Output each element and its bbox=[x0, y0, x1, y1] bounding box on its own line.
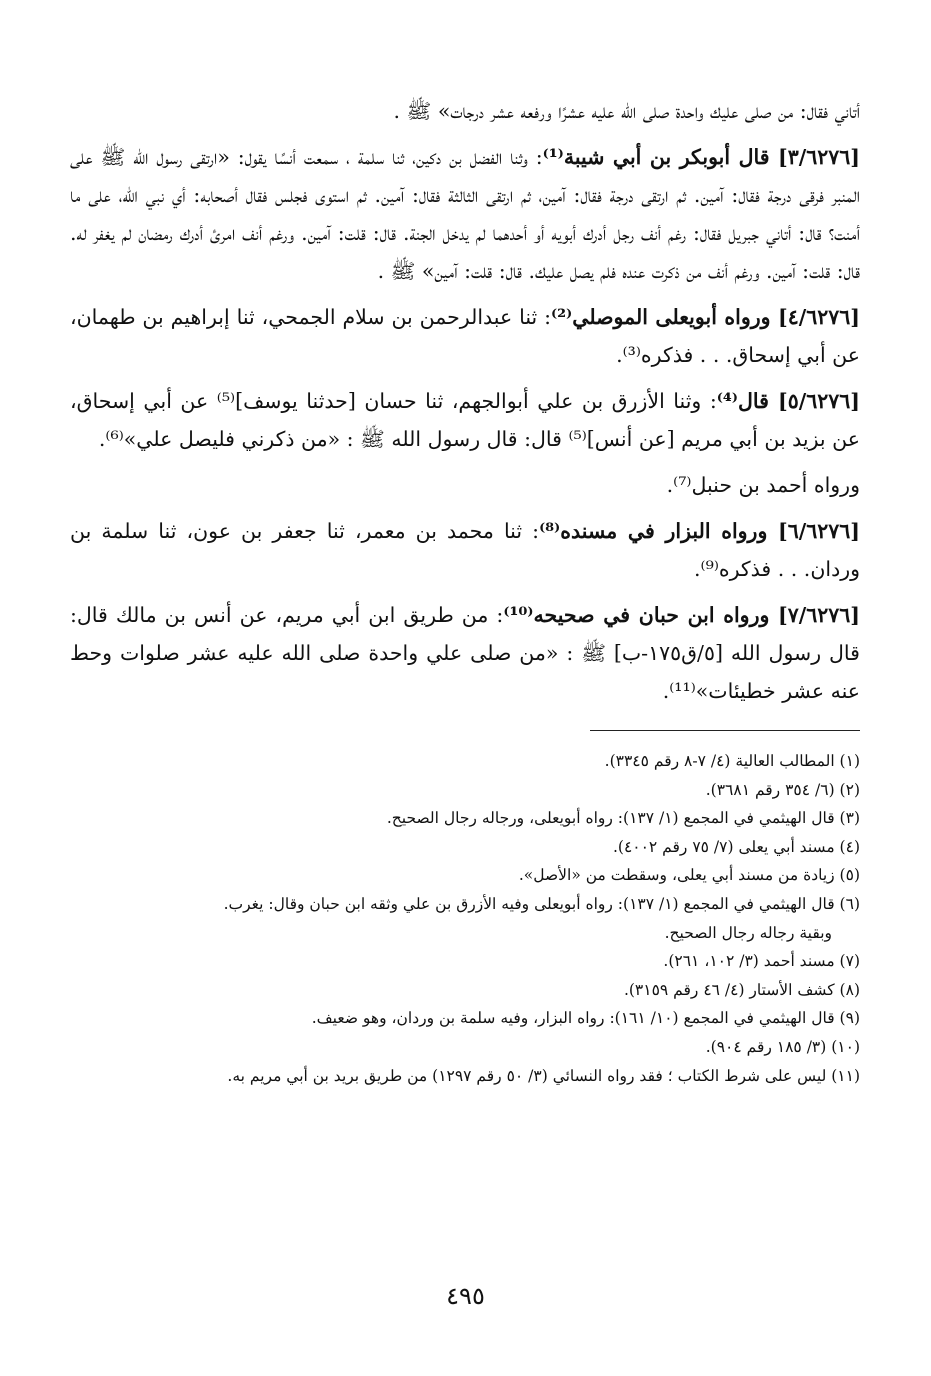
footnote-text: (٧) مسند أحمد (٣/ ١٠٢، ٢٦١). bbox=[663, 952, 860, 971]
paragraph-6 bbox=[70, 512, 860, 588]
paragraph-body: : وثنا الأزرق بن علي أبوالجهم، ثنا حسان [حدثنا يوسف]⁽⁵⁾ عن أبي إسحاق، عن بزيد بن أبي مريم [عن أنس]⁽⁵⁾ قال: قال رسول الله ﷺ : «من ذكرني فليصل علي»⁽⁶⁾. bbox=[70, 389, 860, 451]
footnote-text: (٨) كشف الأستار (٤/ ٤٦ رقم ٣١٥٩). bbox=[623, 980, 860, 999]
footnote-7 bbox=[70, 947, 860, 976]
footnote-4 bbox=[70, 833, 860, 862]
footnote-11 bbox=[70, 1062, 860, 1091]
main-text bbox=[70, 92, 860, 710]
paragraph-1 bbox=[70, 92, 860, 130]
footnote-text: (٣) قال الهيثمي في المجمع (١/ ١٣٧): رواه أبويعلى، ورجاله رجال الصحيح. bbox=[386, 809, 860, 828]
paragraph-4 bbox=[70, 382, 860, 458]
footnote-8 bbox=[70, 976, 860, 1005]
paragraph-lead: [٤/٦٢٧٦] ورواه أبويعلى الموصلي⁽²⁾ bbox=[551, 305, 860, 329]
footnote-text: (١) المطالب العالية (٤/ ٧-٨ رقم ٣٣٤٥). bbox=[604, 752, 860, 770]
page bbox=[70, 92, 860, 1090]
footnote-text: (٦) قال الهيثمي في المجمع (١/ ١٣٧): رواه أبويعلى وفيه الأزرق بن علي وثقه ابن حبان وقال: يغرب. bbox=[223, 894, 860, 913]
footnote-divider bbox=[590, 730, 860, 731]
footnote-text: (٩) قال الهيثمي في المجمع (١٠/ ١٦١): رواه البزار، وفيه سلمة بن وردان، وهو ضعيف. bbox=[311, 1009, 860, 1028]
footnote-text: (١٠) (٣/ ١٨٥ رقم ٩٠٤). bbox=[705, 1037, 860, 1056]
paragraph-body: : وثنا الفضل بن دكين، ثنا سلمة ، سمعت أنسًا يقول: «ارتقى رسول الله ﷺ على المنبر فرقى درجة فقال: آمين. ثم ارتقى درجة فقال: آمين، ثم ارتقى الثالثة فقال: آمين. ثم استوى فجلس فقال أصحابه: أي نبي الله، على ما أمنت؟ قال: أتاني جبريل فقال: رغم أنف رجل أدرك أبويه أو أحدهما لم يدخل الجنة. قال: قلت: آمين. ورغم أنف امرئ أدرك رمضان لم يغفر له. قال: قلت: آمين. ورغم أنف من ذكرت عنده فلم يصل عليك. قال: قلت: آمين» ﷺ . bbox=[70, 145, 860, 283]
paragraph-body: ورواه أحمد بن حنبل⁽⁷⁾. bbox=[666, 473, 860, 497]
paragraph-body: : من طريق ابن أبي مريم، عن أنس بن مالك قال: قال رسول الله [٥/ق١٧٥-ب] ﷺ : «من صلى علي واحدة صلى الله عليه عشر صلوات وحط عنه عشر خطيئات»⁽¹¹⁾. bbox=[70, 603, 860, 703]
paragraph-5 bbox=[70, 466, 860, 504]
paragraph-2 bbox=[70, 138, 860, 290]
paragraph-body: : ثنا محمد بن معمر، ثنا جعفر بن عون، ثنا سلمة بن وردان. . . فذكره⁽⁹⁾. bbox=[70, 519, 860, 581]
footnotes bbox=[70, 747, 860, 1090]
paragraph-7 bbox=[70, 596, 860, 710]
footnote-text: (٥) زيادة من مسند أبي يعلى، وسقطت من «الأصل». bbox=[518, 866, 860, 885]
paragraph-body: : ثنا عبدالرحمن بن سلام الجمحي، ثنا إبراهيم بن طهمان، عن أبي إسحاق. . . فذكره⁽³⁾. bbox=[70, 305, 860, 367]
paragraph-lead: [٦/٦٢٧٦] ورواه البزار في مسنده⁽⁸⁾ bbox=[539, 519, 860, 543]
paragraph-body: أتاني فقال: من صلى عليك واحدة صلى الله عليه عشرًا ورفعه عشر درجات» ﷺ . bbox=[393, 99, 860, 123]
footnote-1 bbox=[70, 747, 860, 776]
paragraph-lead: [٧/٦٢٧٦] ورواه ابن حبان في صحيحه⁽¹⁰⁾ bbox=[503, 603, 860, 627]
footnote-text: (٤) مسند أبي يعلى (٧/ ٧٥ رقم ٤٠٠٢). bbox=[612, 837, 860, 856]
footnote-3 bbox=[70, 804, 860, 833]
footnote-10 bbox=[70, 1033, 860, 1062]
footnote-text: (٢) (٦/ ٣٥٤ رقم ٣٦٨١). bbox=[705, 780, 860, 799]
footnote-6 bbox=[70, 890, 860, 947]
footnote-9 bbox=[70, 1004, 860, 1033]
footnote-text: (١١) ليس على شرط الكتاب ؛ فقد رواه النسائي (٣/ ٥٠ رقم ١٢٩٧) من طريق بريد بن أبي مريم به. bbox=[227, 1066, 860, 1085]
page-number: ٤٩٥ bbox=[446, 1282, 485, 1310]
footnote-5 bbox=[70, 861, 860, 890]
paragraph-3 bbox=[70, 298, 860, 374]
footnote-continuation: وبقية رجاله رجال الصحيح. bbox=[664, 923, 832, 942]
paragraph-lead: [٥/٦٢٧٦] قال⁽⁴⁾ bbox=[716, 389, 860, 413]
paragraph-lead: [٣/٦٢٧٦] قال أبوبكر بن أبي شيبة⁽¹⁾ bbox=[542, 145, 860, 169]
footnote-2 bbox=[70, 776, 860, 805]
